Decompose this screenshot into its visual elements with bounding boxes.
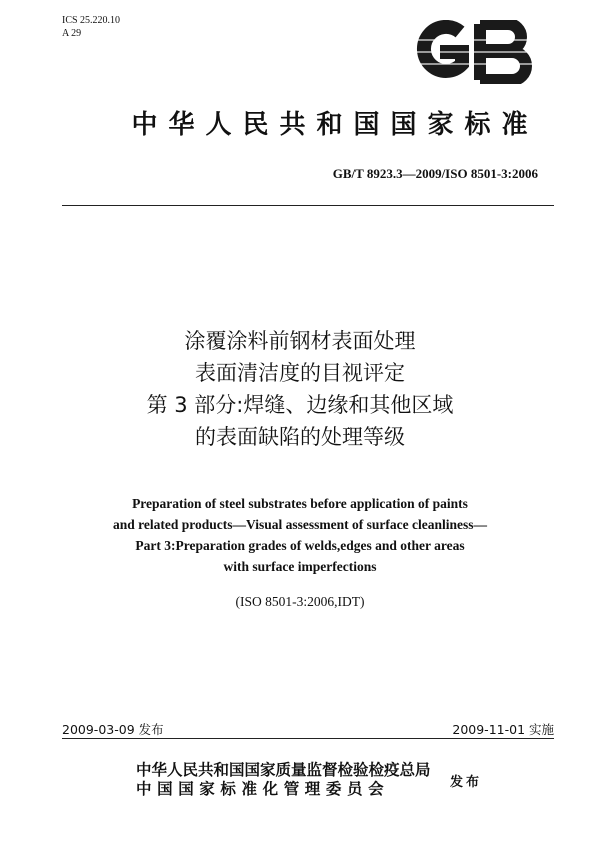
issuer-line: 中国国家标准化管理委员会 [136,780,390,798]
english-title-line: Preparation of steel substrates before application of paints [132,496,468,511]
publish-date: 2009-03-09 发布 [62,722,164,737]
english-title-line: with surface imperfections [223,559,377,574]
chinese-title-line: 表面清洁度的目视评定 [195,361,405,385]
issuer-line: 中华人民共和国国家质量监督检验检疫总局 [136,761,431,779]
english-title [0,493,600,577]
footer-divider [62,738,554,739]
implement-date: 2009-11-01 实施 [452,722,554,737]
chinese-title-line: 的表面缺陷的处理等级 [195,425,405,449]
national-standard-title: 中华人民共和国国家标准 [131,110,539,140]
english-title-line: and related products—Visual assessment of surface cleanliness— [112,517,487,532]
header-divider [62,205,554,206]
ccs-code: A 29 [62,28,82,39]
issuing-authorities [136,761,431,799]
gb-logo [404,20,534,84]
ics-code: ICS 25.220.10 [62,15,121,26]
chinese-title [0,325,600,453]
issue-word: 发布 [450,775,483,790]
classification-codes [62,14,120,40]
english-title-line: Part 3:Preparation grades of welds,edges and other areas [135,538,465,553]
adoption-note: (ISO 8501-3:2006,IDT) [235,594,365,609]
standard-number: GB/T 8923.3—2009/ISO 8501-3:2006 [332,166,538,181]
chinese-title-line: 第 3 部分:焊缝、边缘和其他区域 [146,393,454,417]
chinese-title-line: 涂覆涂料前钢材表面处理 [184,329,416,353]
